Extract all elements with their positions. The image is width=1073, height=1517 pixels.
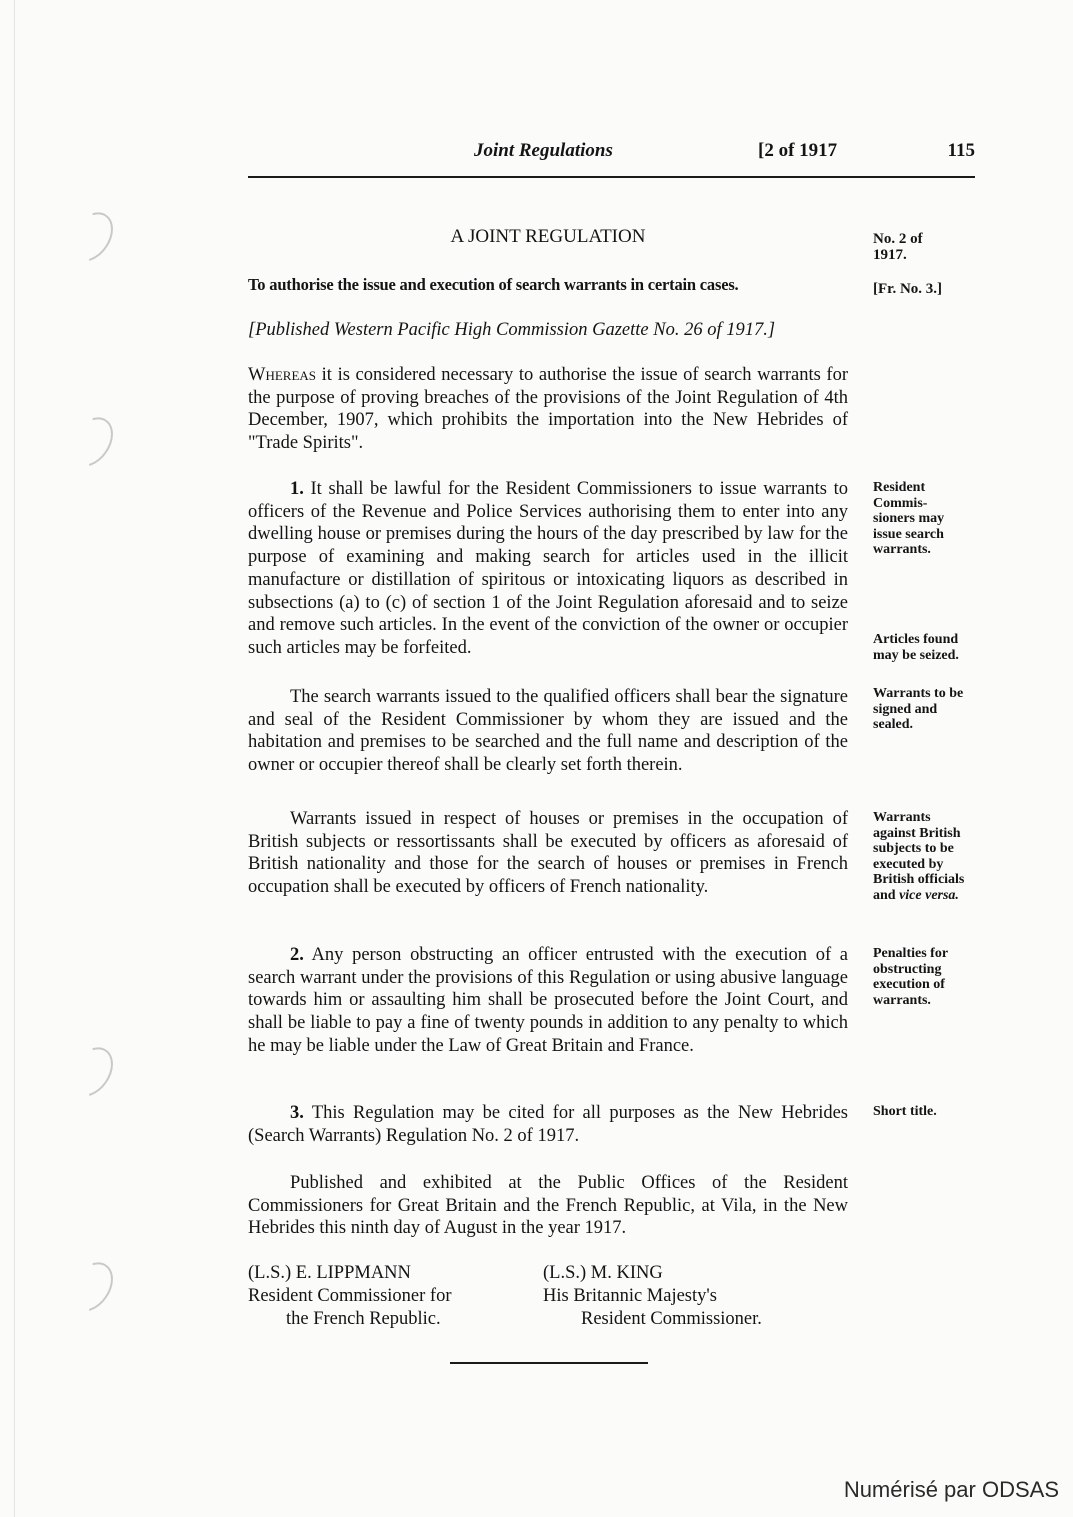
signature-right-name: (L.S.) M. KING bbox=[543, 1263, 663, 1283]
margin-note-1: Resident Commis- sioners may issue search warrants. bbox=[873, 480, 945, 557]
section-1-text: It shall be lawful for the Resident Commissioners to issue warrants to officers of the Revenue and Police Services authorising them to enter into any dwelling house or premises during the hours of the day prescribed by law for the purpose of examining and making search for articles used in the illicit manufacture or distillation of spiritous or intoxicating liquors as described in subsections (a) to (c) of section 1 of the Joint Regulation aforesaid and to seize and remove such articles. In the event of the conviction of the owner or occupier such articles may be forfeited. bbox=[248, 479, 848, 658]
punch-hole-4 bbox=[60, 1254, 122, 1320]
act-reference: [2 of 1917 bbox=[758, 140, 838, 161]
closing-rule bbox=[450, 1362, 648, 1364]
signature-left-title: Resident Commissioner for bbox=[248, 1286, 452, 1306]
margin-note-5: Penalties for obstructing execution of warrants. bbox=[873, 946, 948, 1008]
page-number: 115 bbox=[947, 140, 975, 161]
header-rule bbox=[248, 176, 975, 178]
section-2 bbox=[248, 944, 848, 1058]
reg-number-line2: 1917. bbox=[873, 247, 907, 263]
section-1-paragraph-2-text: The search warrants issued to the qualified officers shall bear the signature and seal of the Resident Commissioner by whom they are issued and the habitation and premises to be searched and the full name and description of the owner or occupier thereof shall be clearly set forth therein. bbox=[248, 687, 848, 776]
section-1 bbox=[248, 478, 848, 660]
section-1-number: 1. bbox=[290, 479, 304, 499]
section-3 bbox=[248, 1102, 848, 1147]
signature-left-title-2: the French Republic. bbox=[286, 1309, 441, 1329]
running-title: Joint Regulations bbox=[474, 140, 613, 161]
document-title: A JOINT REGULATION bbox=[450, 226, 646, 247]
section-3-number: 3. bbox=[290, 1103, 304, 1123]
margin-note-reg-number bbox=[873, 231, 973, 263]
reg-number-line1: No. 2 of bbox=[873, 231, 923, 247]
margin-note-french-number: [Fr. No. 3.] bbox=[873, 281, 943, 297]
section-1-paragraph-2 bbox=[248, 686, 848, 777]
punch-hole-1 bbox=[60, 204, 122, 270]
signature-right bbox=[543, 1262, 762, 1331]
signature-left bbox=[248, 1262, 451, 1331]
scan-watermark: Numérisé par ODSAS bbox=[843, 1477, 1059, 1502]
preamble-lead: Whereas bbox=[248, 365, 317, 385]
publication-note bbox=[248, 1172, 848, 1240]
punch-hole-2 bbox=[60, 409, 122, 475]
page-header bbox=[248, 140, 975, 166]
preamble-text: it is considered necessary to authorise the issue of search warrants for the purpose of proving breaches of the provisions of the Joint Regulation of 4th December, 1907, which prohibits the importation into the New Hebrides of "Trade Spirits". bbox=[248, 365, 848, 454]
margin-note-6: Short title. bbox=[873, 1104, 937, 1119]
publication-note-text: Published and exhibited at the Public Offices of the Resident Commissioners for Great Britain and the French Republic, at Vila, in the New Hebrides this ninth day of August in the year 1917. bbox=[248, 1173, 848, 1239]
margin-note-4-text: Warrants against British subjects to be executed by British officials and bbox=[873, 810, 965, 903]
margin-note-2: Articles found may be seized. bbox=[873, 632, 959, 663]
punch-hole-3 bbox=[60, 1039, 122, 1105]
signature-right-title: His Britannic Majesty's bbox=[543, 1286, 717, 1306]
publication-reference: [Published Western Pacific High Commission Gazette No. 26 of 1917.] bbox=[248, 320, 776, 340]
section-3-text: This Regulation may be cited for all purposes as the New Hebrides (Search Warrants) Regulation No. 2 of 1917. bbox=[248, 1103, 848, 1146]
section-1-paragraph-3-text: Warrants issued in respect of houses or premises in the occupation of British subjects or ressortissants shall be executed by officers as aforesaid of British nationality and those for the search of houses or premises in French occupation shall be executed by officers of French nationality. bbox=[248, 809, 848, 898]
document-subtitle: To authorise the issue and execution of search warrants in certain cases. bbox=[248, 275, 739, 294]
page-edge bbox=[14, 0, 15, 1517]
margin-note-4 bbox=[873, 810, 969, 903]
signature-right-title-2: Resident Commissioner. bbox=[581, 1309, 762, 1329]
margin-note-4-italic: vice versa. bbox=[899, 887, 959, 903]
section-1-paragraph-3 bbox=[248, 808, 848, 899]
section-2-number: 2. bbox=[290, 945, 304, 965]
preamble bbox=[248, 364, 848, 455]
margin-note-3: Warrants to be signed and sealed. bbox=[873, 686, 964, 732]
section-2-text: Any person obstructing an officer entrusted with the execution of a search warrant under the provisions of this Regulation or using abusive language towards him or assaulting him shall be prosecuted before the Joint Court, and shall be liable to pay a fine of twenty pounds in addition to any penalty to which he may be liable under the Law of Great Britain and France. bbox=[248, 945, 848, 1056]
signature-left-name: (L.S.) E. LIPPMANN bbox=[248, 1263, 411, 1283]
